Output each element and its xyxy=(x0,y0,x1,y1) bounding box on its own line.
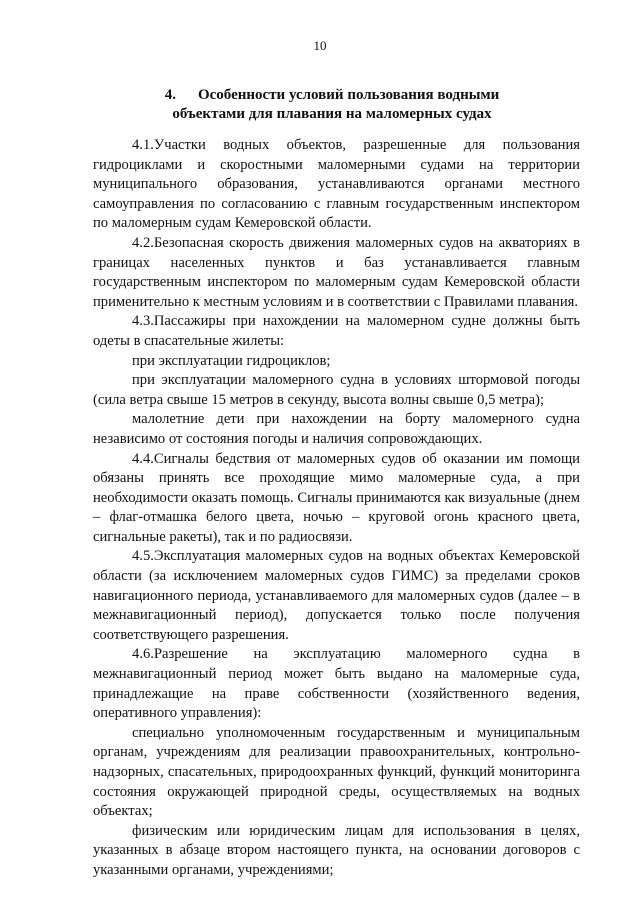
section-heading-line-1 xyxy=(92,86,572,105)
paragraph-4-5: 4.5.Эксплуатация маломерных судов на водных объектах Кемеровской области (за исключением маломерных судов ГИМС) за пределами сроков навигационного периода, устанавливаемого для маломерных судов (далее – в межнавигационный период), допускается только после получения соответствующего разрешения. xyxy=(93,548,580,643)
section-title-part-1: Особенности условий пользования водными xyxy=(197,87,500,103)
section-heading xyxy=(92,86,572,124)
paragraph-4-6-item-1: специально уполномоченным государственным и муниципальным органам, учреждениям для реализации правоохранительных, контрольно-надзорных, спасательных, природоохранных функций, функций мониторинга состояния окружающей природной среды, осуществляемых на водных объектах; xyxy=(93,724,580,820)
section-body xyxy=(93,136,580,881)
paragraph-4-6: 4.6.Разрешение на эксплуатацию маломерного судна в межнавигационный период может быть выдано на маломерные суда, принадлежащие на праве собственности (хозяйственного ведения, оперативного управления): xyxy=(93,646,580,722)
paragraph-4-6-item-2: физическим или юридическим лицам для использования в целях, указанных в абзаце втором настоящего пункта, на основании договоров с указанными органами, учреждениями; xyxy=(93,822,580,878)
paragraph-4-2: 4.2.Безопасная скорость движения маломерных судов на акваториях в границах населенных пунктов и баз устанавливается главным государственным инспектором по маломерным судам Кемеровской области применительно к местным условиям и в соответствии с Правилами плавания. xyxy=(93,234,580,310)
page-number: 10 xyxy=(313,38,327,53)
paragraph-4-3: 4.3.Пассажиры при нахождении на маломерном судне должны быть одеты в спасательные жилеты: xyxy=(93,313,580,349)
section-number: 4. xyxy=(164,87,176,103)
paragraph-4-3-item-2: при эксплуатации маломерного судна в условиях штормовой погоды (сила ветра свыше 15 метров в секунду, высота волны свыше 0,5 метра); xyxy=(93,372,580,408)
paragraph-4-3-item-1: при эксплуатации гидроциклов; xyxy=(132,352,331,369)
paragraph-4-1: 4.1.Участки водных объектов, разрешенные для пользования гидроциклами и скоростными маломерными судами на территории муниципального образования, устанавливаются органами местного самоуправления по согласованию с главным государственным инспектором по маломерным судам Кемеровской области. xyxy=(93,137,580,232)
section-title-part-2: объектами для плавания на маломерных судах xyxy=(172,106,492,122)
paragraph-4-3-item-3: малолетние дети при нахождении на борту маломерного судна независимо от состояния погоды и наличия сопровождающих. xyxy=(93,411,580,447)
paragraph-4-4: 4.4.Сигналы бедствия от маломерных судов об оказании им помощи обязаны принять все проходящие мимо маломерные суда, а при необходимости оказать помощь. Сигналы принимаются как визуальные (днем – флаг-отмашка белого цвета, ночью – круговой огонь красного цвета, сигнальные ракеты), так и по радиосвязи. xyxy=(93,450,580,545)
